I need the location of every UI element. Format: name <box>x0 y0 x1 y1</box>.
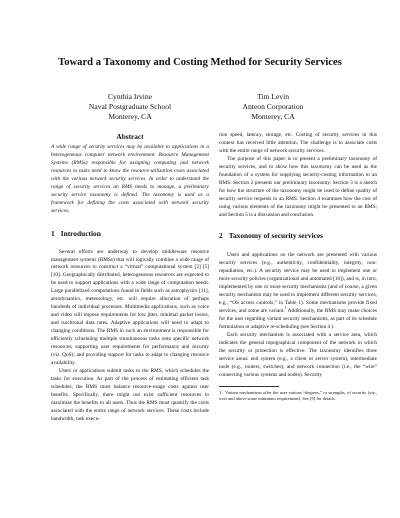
author-affiliation: Naval Postgraduate School <box>88 102 172 112</box>
author-block-1 <box>55 92 205 123</box>
abstract-text: A wide range of security services may be available to applications in a heterogeneous computer network environment. Resource Management Systems (RMSs) responsible for assigning computing and network resources to tasks need to know the resource-utilization costs associated with the various network security services. In order to understand the range of security services an RMS needs to manage, a preliminary security service taxonomy is defined. The taxonomy is used as a framework for defining the costs associated with network security services. <box>51 144 209 214</box>
footnote-divider <box>219 386 279 387</box>
section-number: 1 <box>51 228 55 238</box>
paper-title: Toward a Taxonomy and Costing Method for Security Services <box>58 57 342 68</box>
section-title: Introduction <box>60 228 101 238</box>
section-title: Taxonomy of security services <box>228 231 324 241</box>
paragraph: tion speed, latency, storage, etc. Costing of security services in this context has received little attention. The challenge is to associate costs with the entire range of network security services. <box>219 132 377 154</box>
footnote-ref[interactable]: 1 <box>284 306 287 311</box>
section-number: 2 <box>219 231 223 241</box>
right-column <box>219 132 377 402</box>
abstract-heading: Abstract <box>116 132 144 141</box>
author-affiliation: Anteon Corporation <box>242 102 304 112</box>
author-location: Monterey, CA <box>108 112 152 122</box>
author-name: Tim Levin <box>257 92 289 101</box>
author-block-2 <box>198 92 348 123</box>
footnote-mark: 1. <box>219 389 223 395</box>
section-2-heading <box>219 231 377 240</box>
paragraph: Several efforts are underway to develop middleware resource management systems (RMSs) that will logically combine a wide range of network resources to construct a “virtual” computational system [2] [5] [10]. Geographically distributed, heterogeneous resources are expected to be used to support applications with a wide range of computation needs. Large parallelized computations found in fields such as astrophysics [11], aerodynamics, meteorology, etc. will require allocation of perhaps hundreds of individual processes. Multimedia applications, such as voice and video will impose requirements for low jitter, minimal packet losses, and isochronal data rates. Adaptive applications will need to adapt to changing conditions. The RMS in such an environment is responsible for efficiently scheduling multiple simultaneous tasks onto specific network resources; supporting user requirements for performance and security (viz. QoS); and providing support for tasks to adapt to changing resource availability. <box>51 248 209 366</box>
paragraph: Users or applications submit tasks to the RMS, which schedules the tasks for execution. As part of the process of estimating efficient task schedules, the RMS must balance resource-usage costs against user benefits. Specifically, there might not exist sufficient resources to maximize the benefits to all users. Thus the RMS must quantify the costs associated with the entire range of network services. These costs include bandwidth, task execu- <box>51 367 209 422</box>
paragraph: The purpose of this paper is to present a preliminary taxonomy of security services, and to show how this taxonomy can be used as the foundation of a system for supplying security-costing information to an RMS. Section 2 presents our preliminary taxonomy. Section 3 is a sketch for how the structure of the taxonomy might be used to define quality of security service requests to an RMS. Section 4 examines how the cost of using various elements of the taxonomy might be presented to an RMS; and Section 5 is a discussion and conclusion. <box>219 155 377 218</box>
paragraph <box>219 252 377 332</box>
left-column <box>51 132 209 424</box>
section-1-heading <box>51 229 209 238</box>
paragraph-text: Users and applications on the network are presented with various security services (e.g., authenticity, confidentiality, integrity, non-repudiation, etc.). A security service may be used to implement one or more security policies (organizational and automated [16]), and is, in turn, implemented by one or more security mechanisms (and of course, a given security mechanism may be used to implement different security services, e.g., “OS access controls,” in Table 1). Some mechanisms provide fixed services, and some are variant. <box>219 252 377 315</box>
author-name: Cynthia Irvine <box>107 92 153 101</box>
footnote <box>219 390 377 403</box>
paragraph: Each security mechanism is associated with a service area, which indicates the general topographical component of the network in which the security or protection is effective. The taxonomy identifies three service areas: end system (e.g., a client or server system), intermediate node (e.g., routers, switches), and network connection (i.e., the “wire” connecting various systems and nodes). Security <box>219 332 377 378</box>
author-location: Monterey, CA <box>251 112 295 122</box>
paragraph-text: Additionally, the RMS may make choices for the user regarding variant security mechanisms, as part of its schedule formulation or adaptive re-scheduling (see Section 4 ). <box>219 308 377 331</box>
footnote-text: Variant mechanisms offer the user various “degrees,” or strengths, of security (viz., over and above some minimum requirement). See [9] for details. <box>219 389 377 402</box>
